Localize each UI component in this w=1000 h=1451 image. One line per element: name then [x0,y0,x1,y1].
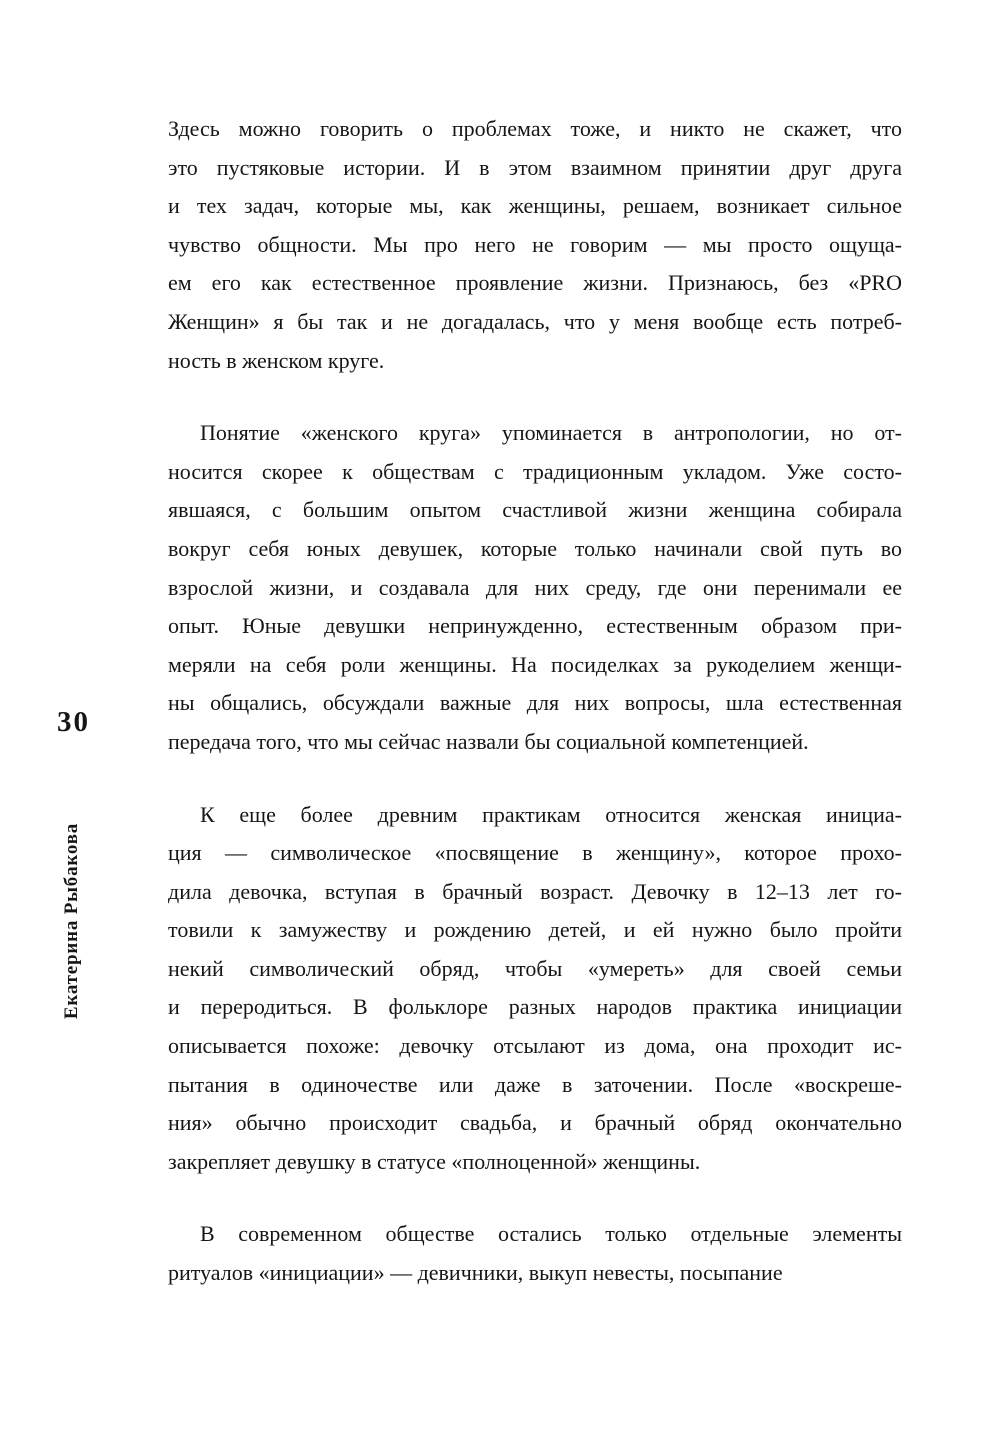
paragraph [168,796,902,1182]
page-number: 30 [57,706,90,738]
text-line: описывается похоже: девочку отсылают из дома, она проходит ис- [168,1033,902,1059]
text-line: опыт. Юные девушки непринужденно, естественным образом при- [168,613,902,639]
text-line: ем его как естественное проявление жизни. Признаюсь, без «PRO [168,270,902,296]
text-line: Здесь можно говорить о проблемах тоже, и никто не скажет, что [168,116,902,141]
author-name: Екатерина Рыбакова [61,822,82,1020]
text-line: ритуалов «инициации» — девичники, выкуп невесты, посыпание [168,1260,783,1286]
text-line: некий символический обряд, чтобы «умереть» для своей семьи [168,955,902,981]
paragraph [168,110,902,380]
text-line: В современном обществе остались только отдельные элементы [200,1221,902,1247]
text-line: закрепляет девушку в статусе «полноценной» женщины. [168,1148,701,1174]
text-line: Понятие «женского круга» упоминается в антропологии, но от- [200,420,902,446]
text-line: это пустяковые истории. И в этом взаимном принятии друг друга [168,154,902,180]
text-line: и тех задач, которые мы, как женщины, решаем, возникает сильное [168,193,902,219]
text-line: товили к замужеству и рождению детей, и ей нужно было пройти [168,917,902,943]
text-line: взрослой жизни, и создавала для них среду, где они перенимали ее [168,574,902,600]
text-line: передача того, что мы сейчас назвали бы социальной компетенцией. [168,728,809,754]
text-line: дила девочка, вступая в брачный возраст. Девочку в 12–13 лет го- [168,878,902,904]
text-line: ны общались, обсуждали важные для них вопросы, шла естественная [168,690,902,716]
text-line: Женщин» я бы так и не догадалась, что у меня вообще есть потреб- [168,308,902,334]
text-line: меряли на себя роли женщины. На посиделках за рукоделием женщи- [168,651,902,677]
text-line: К еще более древним практикам относится женская инициа- [200,801,902,827]
text-line: явшаяся, с большим опытом счастливой жизни женщина собирала [168,497,902,523]
text-line: пытания в одиночестве или даже в заточении. После «воскреше- [168,1071,902,1097]
text-line: и переродиться. В фольклоре разных народов практика инициации [168,994,902,1020]
text-line: ность в женском круге. [168,347,385,373]
text-line: чувство общности. Мы про него не говорим — мы просто ощуща- [168,231,902,257]
text-line: вокруг себя юных девушек, которые только начинали свой путь во [168,535,902,561]
text-line: ция — символическое «посвящение в женщину», которое прохо- [168,840,902,866]
paragraph [168,414,902,761]
text-line: ния» обычно происходит свадьба, и брачный обряд окончательно [168,1110,902,1136]
paragraph [168,1215,902,1292]
text-line: носится скорее к обществам с традиционным укладом. Уже состо- [168,458,902,484]
body-text [168,110,902,1327]
